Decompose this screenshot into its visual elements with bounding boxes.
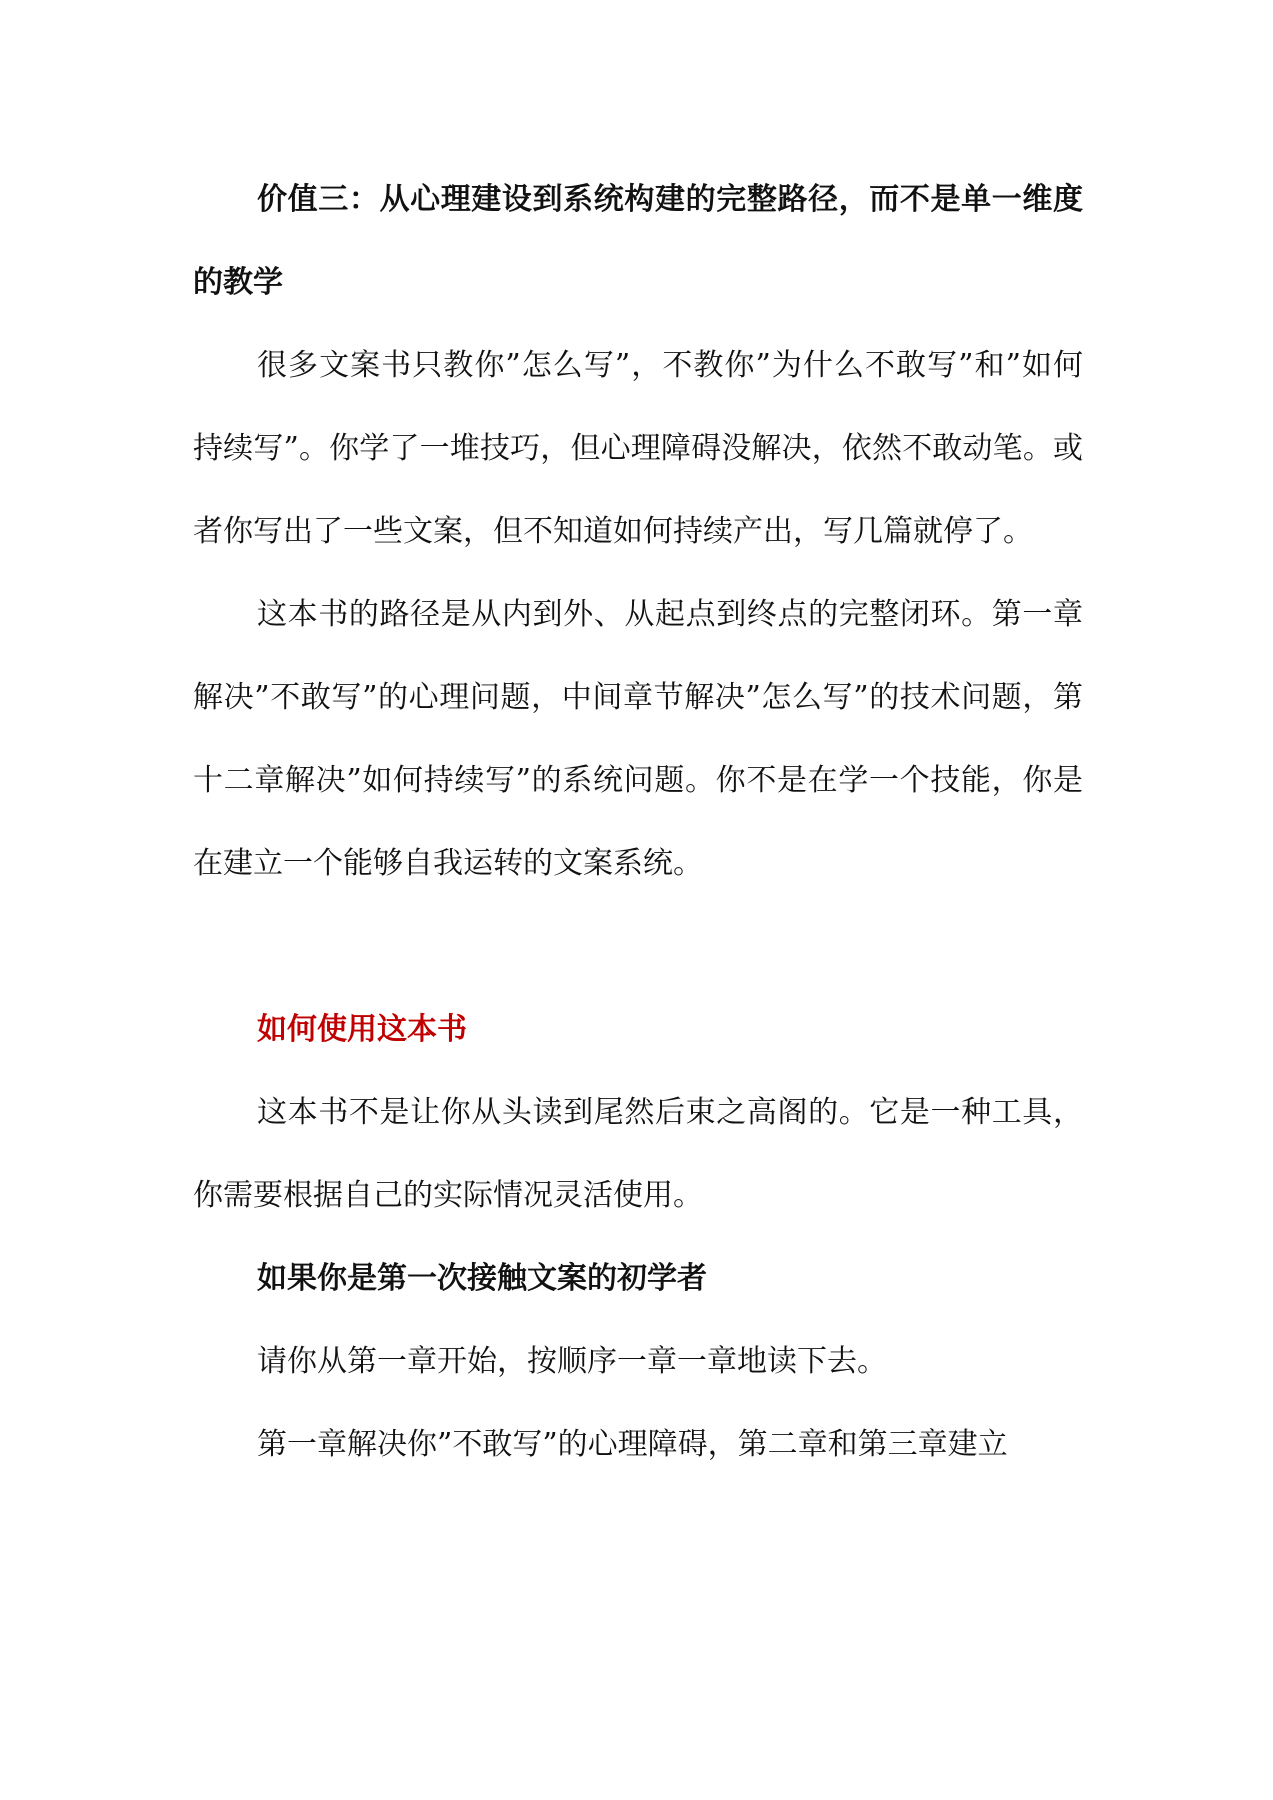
paragraph-tool-usage: 这本书不是让你从头读到尾然后束之高阁的。它是一种工具，你需要根据自己的实际情况灵活使用。 <box>193 1095 1083 1213</box>
heading-beginner: 如果你是第一次接触文案的初学者 <box>257 1261 707 1296</box>
paragraph-chapter-overview: 第一章解决你”不敢写”的心理障碍，第二章和第三章建立 <box>257 1427 1008 1462</box>
paragraph-read-in-order: 请你从第一章开始，按顺序一章一章地读下去。 <box>257 1344 887 1379</box>
document-body <box>193 158 1083 1486</box>
heading-how-to-use-book: 如何使用这本书 <box>257 1012 467 1047</box>
paragraph-complete-path: 这本书的路径是从内到外、从起点到终点的完整闭环。第一章解决”不敢写”的心理问题，中间章节解决”怎么写”的技术问题，第十二章解决”如何持续写”的系统问题。你不是在学一个技能，你是在建立一个能够自我运转的文案系统。 <box>193 597 1083 881</box>
paragraph-copywriting-books: 很多文案书只教你”怎么写”，不教你”为什么不敢写”和”如何持续写”。你学了一堆技巧，但心理障碍没解决，依然不敢动笔。或者你写出了一些文案，但不知道如何持续产出，写几篇就停了。 <box>193 348 1083 549</box>
section-heading-value-three: 价值三：从心理建设到系统构建的完整路径，而不是单一维度的教学 <box>193 182 1083 300</box>
